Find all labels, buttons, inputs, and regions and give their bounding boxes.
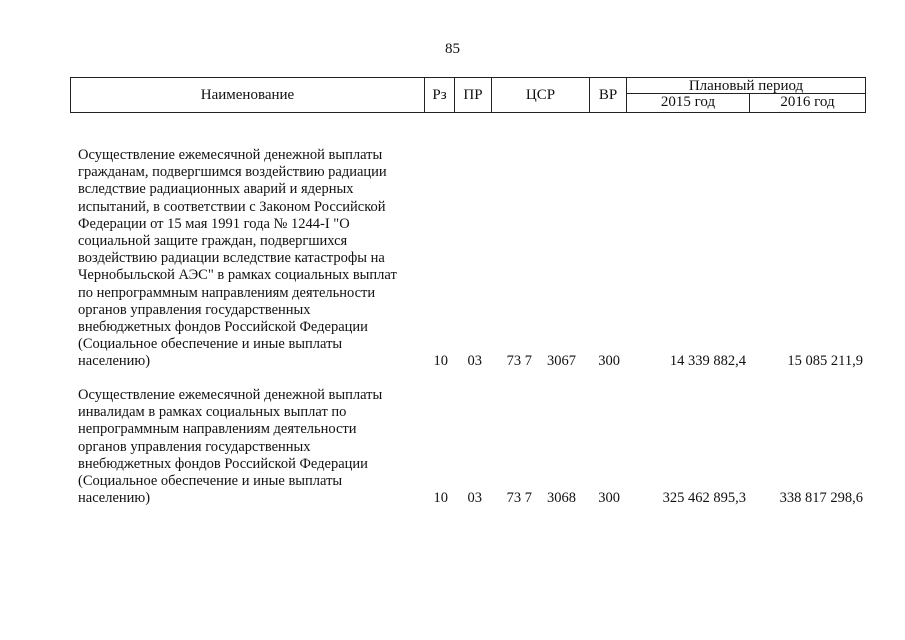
- page-number: 85: [445, 41, 460, 57]
- row-amount-2015: 325 462 895,3: [662, 490, 746, 506]
- header-rz: Рз: [425, 78, 455, 112]
- row-description: Осуществление ежемесячной денежной выплаты гражданам, подвергшимся воздействию радиации вследствие радиационных аварий и ядерных испытаний, в соответствии с Законом Российской Федерации от 15 мая 1991 года № 1244-I "О социальной защите граждан, подвергшихся воздействию радиации вследствие катастрофы на Чернобыльской АЭС" в рамках социальных выплат по непрограммным направлениям деятельности органов управления государственных внебюджетных фондов Российской Федерации (Социальное обеспечение и иные выплаты населению): [78, 147, 397, 370]
- header-year-2016: 2016 год: [750, 94, 866, 112]
- header-year-2015: 2015 год: [627, 94, 750, 112]
- row-pr: 03: [467, 490, 482, 506]
- table-header: [70, 77, 866, 113]
- header-csr: ЦСР: [492, 78, 590, 112]
- row-csr-program: 73 7: [506, 490, 532, 506]
- row-csr-direction: 3068: [547, 490, 576, 506]
- row-amount-2015: 14 339 882,4: [669, 353, 746, 369]
- row-vr: 300: [598, 490, 620, 506]
- row-pr: 03: [467, 353, 482, 369]
- header-pr: ПР: [455, 78, 492, 112]
- row-amount-2016: 338 817 298,6: [779, 490, 863, 506]
- row-description: Осуществление ежемесячной денежной выплаты инвалидам в рамках социальных выплат по непрограммным направлениям деятельности органов управления государственных внебюджетных фондов Российской Федерации (Социальное обеспечение и иные выплаты населению): [78, 387, 383, 507]
- row-rz: 10: [433, 490, 448, 506]
- header-planned-period: Плановый период: [627, 78, 866, 94]
- row-amount-2016: 15 085 211,9: [787, 353, 863, 369]
- row-vr: 300: [598, 353, 620, 369]
- header-vr: ВР: [590, 78, 627, 112]
- row-csr-direction: 3067: [547, 353, 576, 369]
- row-rz: 10: [433, 353, 448, 369]
- header-name: Наименование: [70, 78, 425, 112]
- row-csr-program: 73 7: [506, 353, 532, 369]
